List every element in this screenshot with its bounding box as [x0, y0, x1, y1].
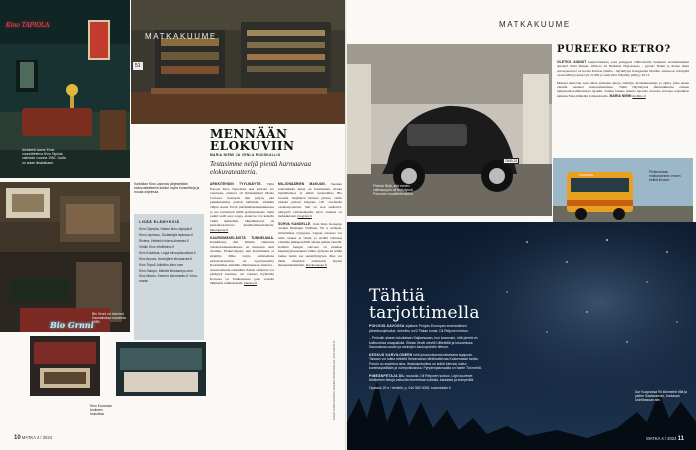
bar-illustration [116, 342, 206, 396]
paragraph-text: Tätin Espoon Kino Tapiolassa ensi kertaan 12-vuotiaana, elokuva oli Ihmeiskkkyä Monte Carlossa. Kaunaats niin paljon, että puukkuneuissa puursit lumittuin. Varikkin vihjön Aarne Ervin piirtämäntarakennuksessa ja osa ortonilevät täällä ajallotuuteetus. Salin sauhti taolli uuot sopaa, elokuvaa voi katsella viiniä maistellen. Ohjelmistossa on kansainvarterterra kuulmettitateelokuvia. [210, 182, 274, 228]
paragraph [278, 222, 342, 268]
sky-body [369, 324, 485, 393]
retro-headline: PUREEKO RETRO? [557, 44, 671, 55]
sidebar-item: Kino Lapinsuu, Sodankylä lapinsuu.fi [139, 233, 193, 238]
paragraph-text: – Periodin alueen tukuilalaan Saijisessaan, kun kosmosin, että pimeä on kulttuurissa maapallolla. Siistan lievät oleviili Ulitleteillä ja luhuomissa Saunosissa uusien ja vanhojen kauluupohdin tietoon. [369, 336, 478, 349]
paragraph [369, 324, 485, 333]
sky-title-line-2: tarjottimella [369, 303, 480, 323]
paragraph [369, 353, 485, 371]
paragraph-lead: ARKKITEHDIN TYYLINÄYTE. [210, 182, 262, 186]
paragraph-link[interactable]: biogrnni.fi [297, 214, 312, 219]
folio-right [646, 436, 684, 442]
paragraph-lead: PIMEÄNPETAJA DIL [369, 373, 405, 378]
photo-bar-interior [116, 342, 206, 396]
sky-title-line-1: Tähtiä [369, 286, 426, 306]
sidebar-item: Kino Mantu, Somero kinomantu.fi / kino-mantu [139, 274, 198, 283]
caption-bus: Pintkeskiaan malkustaneen ennen eelkiä linssen. [649, 170, 681, 183]
article-headline [210, 128, 320, 152]
sidebar-item: Kino Aurora, Nurmijärvi kinoaurora.fi [139, 256, 192, 261]
paragraph [278, 182, 342, 219]
interior-illustration [30, 336, 100, 396]
paragraph-lead: KESKUS KARVILONEEN [369, 352, 413, 357]
article-byline: MARIA NIEMI JA VENLA RUUSKALLIO [210, 153, 281, 157]
magazine-issue: MATKA 4 / 2024 [21, 435, 53, 440]
caption-kino-kouvola: Kino Kouvolan tuolimen loukottaa. [90, 404, 112, 417]
paragraph-lead: MILJONÄÄRIEN MAKUUN. [278, 182, 326, 186]
paragraph [369, 386, 485, 391]
bio-grnni-sign: Bio Grnni [50, 320, 94, 330]
paragraph-text: Uusi Kino Konepaja avautui Helsingin Vallilaan. Vli n vanhaan, riitteriläisen työpajaan. Lippuu ostaessa voi tilata ruokaa ja viiniä, ja sivällä ödotasaa valmiina pikkapöydällä omaan paikan vierellä. Kahden hengen sohvaan on muukaa kaperktyjansaaanuun vähän, hyllyssä tai sellän taakse tuolei saa santertitykyyen. Ihaa voi jääda istumaan aulabaarih myöen iktaauuldenkärräen. [278, 221, 342, 268]
headline-text: MENNÄÄN ELOKUVIIN [210, 127, 295, 153]
kino-sign: Kino TAPIOLA [6, 22, 50, 29]
paragraph [210, 182, 274, 233]
bus-destination-sign: TAMPERE [579, 173, 594, 177]
sidebar-item: Vihdin Kino vihdinkino.fi [139, 244, 174, 249]
paragraph-text: Opastus 20 e / henkilö, p. 044 983 0008, sosonkkain.fi [369, 385, 451, 390]
caption-aurora: Aur Kuopiossa 90 kilometrin tiitä ja pistee Saalavaaran, korkasan Uuhitbassan alin. [635, 390, 688, 403]
photo-kino-tapiola [0, 0, 130, 178]
paragraph-lead: POHJOIS-SAVOSSA [369, 324, 405, 328]
gutter-credit: KUVAT: ROBIN KIVIKKO, MAARIA TILVAUSKALLIO, ANIS AHNYLIN [333, 340, 336, 420]
paragraph-link[interactable]: mobilia.fi [632, 93, 646, 98]
license-plate: OIKB-15 [505, 159, 518, 163]
left-page [0, 0, 347, 450]
photo-kino-konepaja [30, 336, 100, 396]
bus-illustration [553, 158, 693, 228]
sidebar-item: Riviera, Helsinki riviera-kinemas.fi [139, 239, 189, 244]
photo-vw-beetle [347, 44, 552, 216]
sidebar-list [139, 227, 199, 283]
cinema-exterior-illustration [0, 182, 130, 332]
paragraph [210, 236, 274, 287]
paragraph-lead: OLETKO AIANUT [557, 60, 587, 64]
folio-left [14, 435, 52, 441]
section-head-left: MATKAKUUME [145, 32, 217, 41]
magazine-issue: MATKA 4 / 2024 [646, 436, 677, 441]
paragraph [557, 60, 689, 78]
article-column-1 [210, 182, 274, 398]
caption-bio-grnni: Bio Grnni on toiminut Kauniaisissa vuodesta 1985. [92, 312, 126, 325]
sidebar-more-experiences [134, 214, 204, 340]
sidebar-item: Kino Olympia, Hanko kino-olympia.fi [139, 227, 192, 232]
paragraph-link[interactable]: kinokonepaja.fi [305, 263, 327, 268]
number-sign: 51 [135, 63, 141, 69]
photo-bio-grnni [0, 182, 130, 332]
sidebar-title: LISÄÄ ELÄMYKSIÄ [139, 220, 180, 224]
paragraph-text: nousulla. Dil Reijonen surkoo. Lajin kuoleset tähtiirehen tietoja valtuutta teoreetlaan kaltolla, kaulaista ja kuinperillä. [369, 373, 474, 382]
page-number: 11 [677, 436, 684, 442]
theater-bar-illustration [131, 0, 347, 124]
caption-tapiola: Arkkitehti Aarne Ervin suunnittelema Kino Tapiola valmistui vuonna 1961. Uutta on aulan ilmakkkaan. [22, 148, 66, 165]
caption-beetle: Fleinsa Birjä, että ennen vallinsuupen oli tedhdyssä Poinonen suosittelemassa. [373, 184, 414, 197]
paragraph-text: tohti juhannuksesta talsekana tapipuan. Taivaan voi tutkia retkellä Selvavaaran tähtiluotteivaa Koskensaari tardia. Poruiu on avaimiva aina, ilmakaipokuilma on kulkä tulevaa, katso koneissyksiltään ja ruhepotiluisissa. Pyrydimpiansaalla on haete Tid mehiä. [369, 352, 482, 370]
paragraph-byline: MARIA NIEMI [609, 93, 632, 98]
sky-title [369, 288, 480, 322]
paragraph [369, 336, 485, 350]
article-deck: Testasimme neljä pientä harmaavaa elokuvateatteria. [210, 160, 312, 176]
paragraph-text: sijaitsee Pohjois-Euroopan ensimmäinen pimeäsuojelualue, Ankelinu on/2 Pakan kunta. Dil Reijonen kertoo. [369, 324, 469, 333]
sidebar-item: Kino Kuukkoa, Loppi kinoopisuukkoa.fi [139, 250, 196, 255]
right-page [347, 0, 696, 450]
retro-body [557, 60, 689, 101]
page-number: 10 [14, 435, 21, 441]
paragraph-lead: SOHVA KANDELLE. [278, 221, 312, 226]
paragraph-text: Karkkilassa, Aki Ismalin ennisessä vehdaavarakennuksessa on meneeen aiari charmia. Elokuvohjaaja Aki Kaurismäen ja kirjailija Mika Lattio omistamana elokuvateatterissa on byydytssesttty Kauristmäen alenmän omituinanaan Andorra -elokuvatatterin entisttätiä. Ennen elokuvaa voi pistäytyä baarissa, ota toisessa Kylärailla Kortessa tai Unnhaanssaa joen varrella lähjitterin runkkalaaella. [210, 240, 274, 286]
paragraph-link[interactable]: kinotapiola.fi [210, 227, 229, 232]
paragraph-link[interactable]: lakeuss.fi [244, 281, 257, 286]
paragraph [557, 81, 689, 99]
photo-starry-sky [347, 222, 696, 450]
sidebar-item: Kino Sampo, Mänttä kinosampo.com [139, 268, 193, 273]
sidebar-item: Kino Tripoli Jokisilon-kino.com [139, 262, 184, 267]
paragraph-text: Maiseet kertoviat, kun rallen entisajan autoja, seitlmja, marladkeaamaja ja oljöja, jotka ennen olenttin nautteet lentuotatteetuissa. Tämä Näyttelyssä miinaalkkuttaa entisen tamperelaisvalmistaneen Ajokkti. Saman laisene muutta laporata tuovesta kovassa teöpelkkaa kaluissa Esko Riihelän Lillenretraelta. [557, 80, 689, 98]
paragraph-lead: KAURISMÄKELÄISTÄ TUNNELMAA. [210, 235, 274, 240]
paragraph-text: kuplavolkkaria, joka pomppasi 1960-luvulla Suomeen suosituimmaksi autoksi? Entä Datsun 100A-ta tai Hetkaina Hoposuassa - pyrstä? Nämä ja monet muut retroajoneuvot on koottu Keinon pihalla - näyttelytyn Kangasalan Mobilia -museoon. Kävijöitä on keväällä ja kertyi yli 21 000 ja vielä yhtä. Näyttely päättyy 20.12. [557, 60, 689, 78]
photo-retro-bus [553, 158, 693, 228]
photo-kino-lakeuss [131, 0, 347, 124]
paragraph-text: Suomen saattaiilaisin kunta on Kauniainen, monta täyttämettusa ei pitkiä syntyaaltina Bio Granita. Sesjäation liitenan pilotaa, vartin tarkeän pisbasl kaupttaa 120 -vuotiaalta ostainanyoalevin. Sali on ison audiotiva, nlekyyttä valkokankaalle hyvä. Aulassa on herkkukioski. [278, 182, 342, 219]
section-head-right: MATKAKUUME [499, 20, 571, 29]
paragraph [369, 374, 485, 383]
caption-lakeuss: Karkkilan Kino Lakeuss järjestetään elokuvateatteriin liukkoi myös konsertteja ja muuta ohjelmaa. [134, 182, 200, 195]
